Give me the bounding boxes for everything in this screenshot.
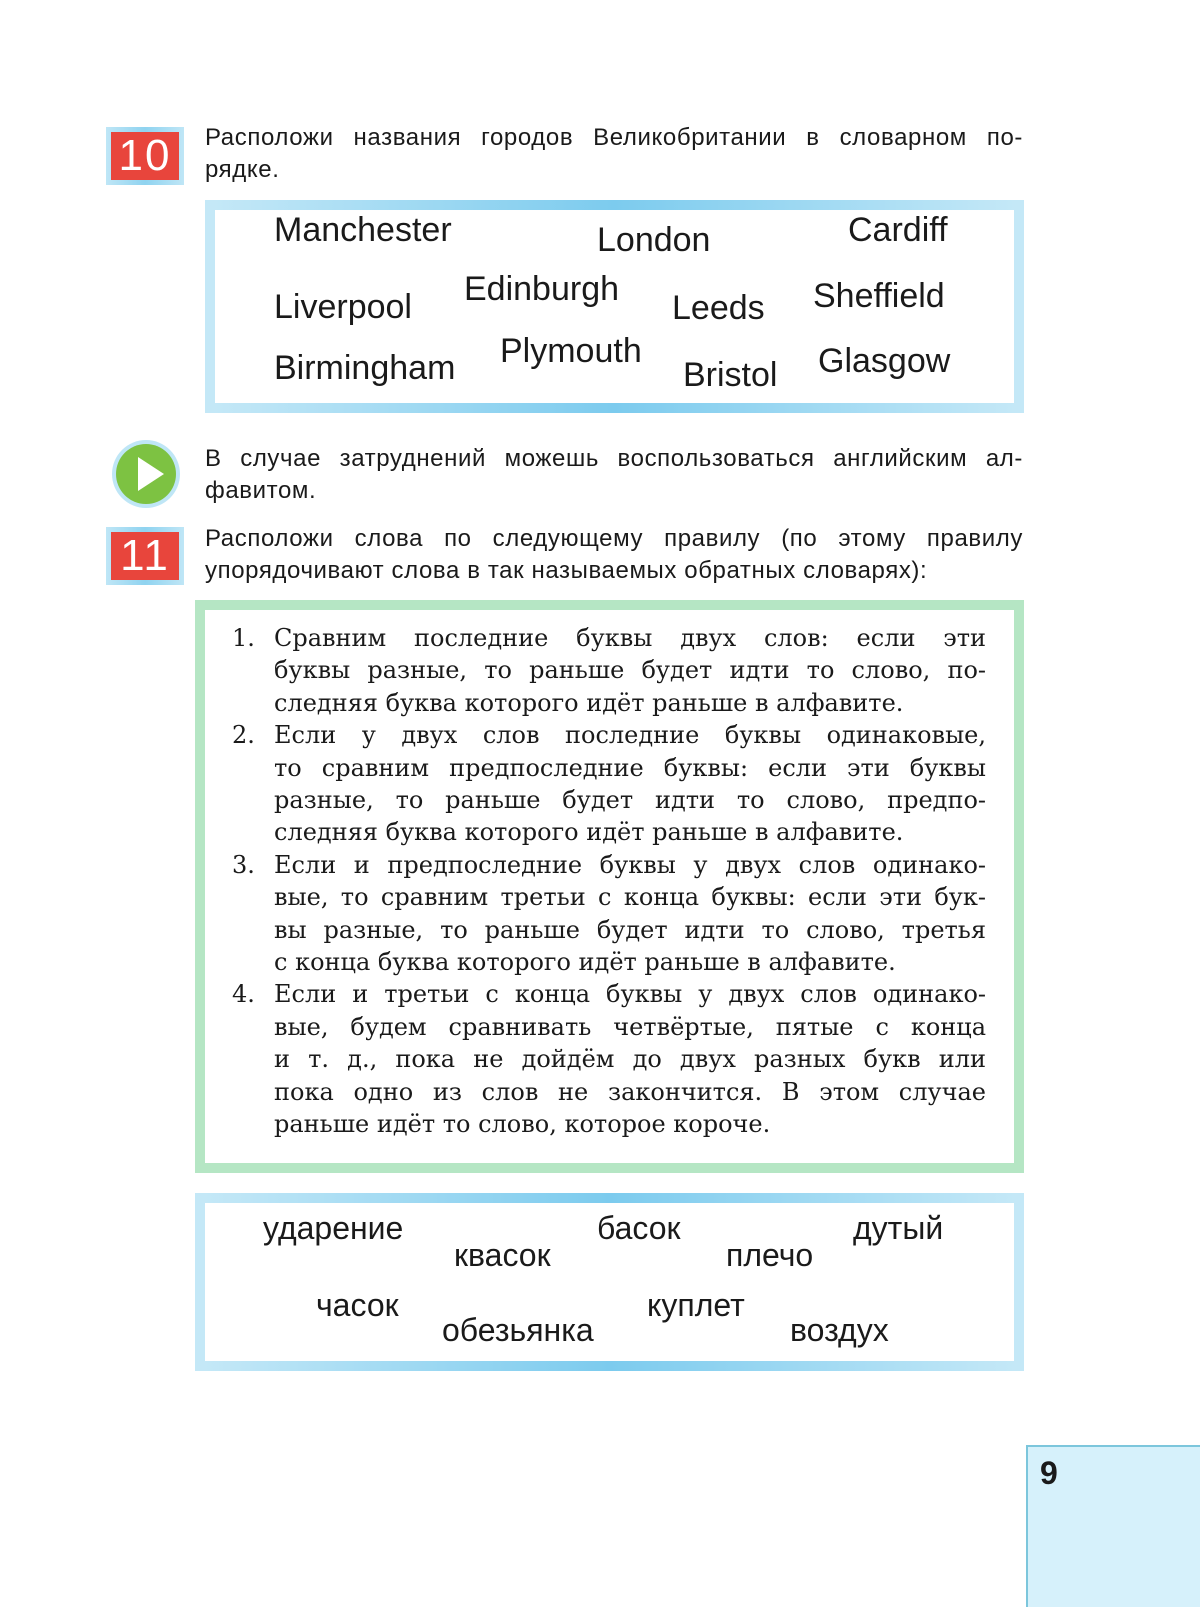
rule-line: разные, то раньше будет идти то слово, предпо- [274, 786, 986, 815]
city-word: London [597, 221, 711, 259]
rules-list [232, 622, 986, 1141]
instruction-line: Расположи слова по следующему правилу (по этому правилу [205, 525, 1023, 552]
task-11-instruction [205, 523, 1023, 587]
city-word: Bristol [683, 356, 778, 394]
word-item: плечо [726, 1237, 814, 1273]
rule-item [232, 978, 986, 1140]
word-item: квасок [454, 1237, 551, 1273]
task-number: 11 [111, 532, 179, 580]
city-word: Sheffield [813, 277, 945, 315]
rule-number: 2. [232, 721, 255, 750]
rule-line: Сравним последние буквы двух слов: если эти [274, 624, 986, 652]
rule-item [232, 622, 986, 719]
rule-line: с конца буква которого идёт раньше в алфавите. [274, 948, 896, 977]
rule-line: вые, то сравним третьи с конца буквы: если эти бук- [274, 883, 986, 912]
hint-line: В случае затруднений можешь воспользоваться английским ал- [205, 445, 1023, 472]
rule-line: Если у двух слов последние буквы одинаковые, [274, 721, 986, 750]
rule-line: следняя буква которого идёт раньше в алфавите. [274, 818, 904, 847]
word-item: обезьянка [442, 1312, 594, 1348]
rule-line: следняя буква которого идёт раньше в алфавите. [274, 688, 904, 717]
city-word: Plymouth [500, 332, 642, 370]
rule-line: и т. д., пока не дойдём до двух разных букв или [274, 1045, 986, 1074]
rule-item [232, 719, 986, 849]
city-word: Glasgow [818, 342, 951, 380]
instruction-line: рядке. [205, 156, 280, 183]
page-number: 9 [1040, 1455, 1058, 1491]
hint-text [205, 443, 1023, 507]
city-word: Cardiff [848, 211, 948, 249]
word-item: дутый [853, 1210, 944, 1246]
task-10-instruction [205, 122, 1023, 186]
play-icon [116, 444, 176, 504]
rule-line: раньше идёт то слово, которое короче. [274, 1110, 771, 1139]
rule-line: Если и третьи с конца буквы у двух слов одинако- [274, 980, 986, 1009]
rule-number: 4. [232, 980, 255, 1009]
task-11-badge [106, 527, 184, 585]
page-number-tab [1026, 1445, 1200, 1607]
word-item: часок [316, 1287, 399, 1323]
rule-line: Если и предпоследние буквы у двух слов одинако- [274, 850, 986, 879]
rule-line: то сравним предпоследние буквы: если эти буквы [274, 753, 986, 782]
word-item: басок [597, 1210, 681, 1246]
instruction-line: упорядочивают слова в так называемых обратных словарях): [205, 557, 928, 584]
task-10-badge [106, 127, 184, 185]
rule-line: вые, будем сравнивать четвёртые, пятые с конца [274, 1012, 986, 1041]
city-word: Leeds [672, 289, 765, 327]
rule-number: 1. [232, 624, 255, 652]
rule-line: буквы разные, то раньше будет идти то слово, по- [274, 656, 986, 685]
word-item: воздух [790, 1312, 889, 1348]
word-item: куплет [647, 1287, 745, 1323]
city-word: Edinburgh [464, 270, 620, 308]
word-item: ударение [263, 1210, 404, 1246]
rule-number: 3. [232, 850, 255, 879]
instruction-line: Расположи названия городов Великобритании в словарном по- [205, 124, 1023, 151]
task-number: 10 [111, 132, 179, 180]
city-word: Birmingham [274, 349, 456, 387]
rule-line: вы разные, то раньше будет идти то слово, третья [274, 915, 986, 944]
rule-item [232, 849, 986, 979]
hint-line: фавитом. [205, 477, 317, 504]
city-word: Liverpool [274, 288, 412, 326]
city-word: Manchester [274, 211, 452, 249]
rule-line: пока одно из слов не закончится. В этом случае [274, 1077, 986, 1106]
